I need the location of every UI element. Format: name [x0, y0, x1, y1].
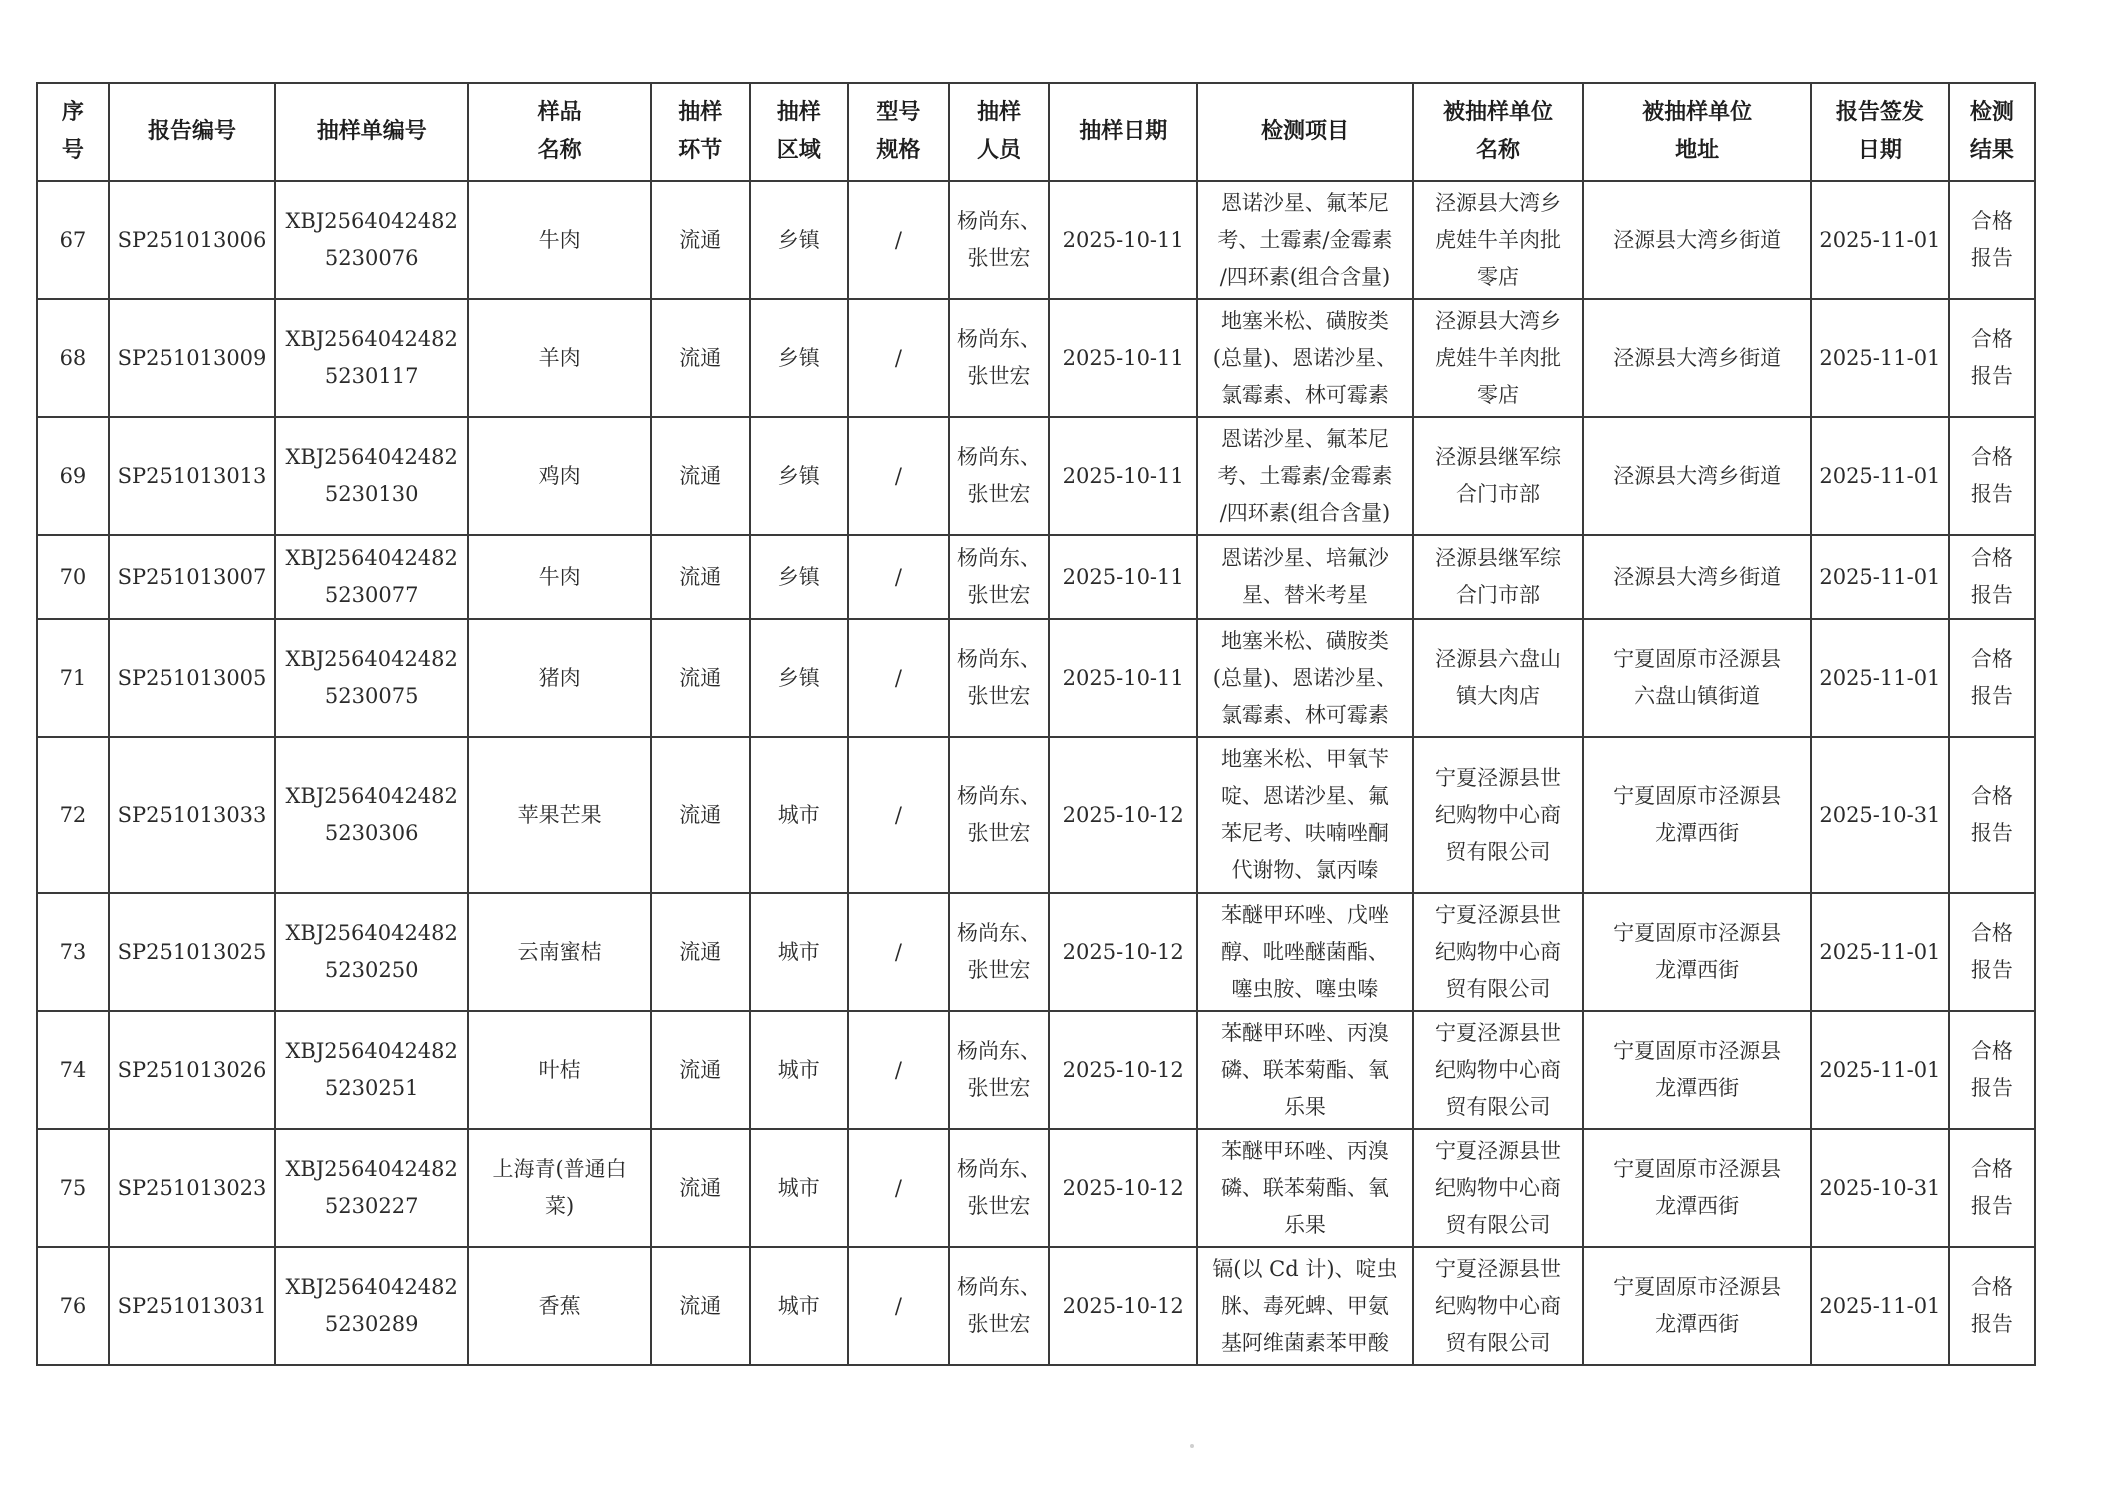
sampling-stage-cell: 流通 — [651, 619, 750, 737]
sample-form-no-cell: XBJ2564042482 5230075 — [275, 619, 468, 737]
sample-name-cell: 叶桔 — [468, 1011, 651, 1129]
sampling-report-table — [36, 82, 2036, 1366]
sample-name-cell: 上海青(普通白 菜) — [468, 1129, 651, 1247]
test-items-cell: 镉(以 Cd 计)、啶虫 脒、毒死蜱、甲氨 基阿维菌素苯甲酸 — [1197, 1247, 1413, 1365]
sampling-date-cell: 2025-10-11 — [1049, 417, 1197, 535]
report-issue-date-cell: 2025-11-01 — [1811, 619, 1949, 737]
index-cell: 70 — [37, 535, 109, 619]
index-cell: 73 — [37, 893, 109, 1011]
sample-form-no-cell: XBJ2564042482 5230289 — [275, 1247, 468, 1365]
header-index: 序 号 — [37, 83, 109, 181]
sampler-cell: 杨尚东、 张世宏 — [949, 299, 1050, 417]
sampled-unit-name-cell: 泾源县大湾乡 虎娃牛羊肉批 零店 — [1413, 299, 1583, 417]
sampled-unit-address-cell: 宁夏固原市泾源县 龙潭西街 — [1583, 893, 1811, 1011]
sampled-unit-address-cell: 宁夏固原市泾源县 龙潭西街 — [1583, 737, 1811, 893]
sampling-stage-cell: 流通 — [651, 1011, 750, 1129]
model-spec-cell: / — [848, 893, 949, 1011]
test-result-cell: 合格 报告 — [1949, 181, 2035, 299]
sampled-unit-address-cell: 泾源县大湾乡街道 — [1583, 299, 1811, 417]
header-sampled-unit-name: 被抽样单位 名称 — [1413, 83, 1583, 181]
sampler-cell: 杨尚东、 张世宏 — [949, 1129, 1050, 1247]
sample-form-no-cell: XBJ2564042482 5230076 — [275, 181, 468, 299]
sampling-area-cell: 城市 — [750, 1011, 849, 1129]
sampled-unit-name-cell: 宁夏泾源县世 纪购物中心商 贸有限公司 — [1413, 1129, 1583, 1247]
table-row — [37, 535, 2035, 619]
model-spec-cell: / — [848, 535, 949, 619]
header-sampling-date: 抽样日期 — [1049, 83, 1197, 181]
sample-name-cell: 苹果芒果 — [468, 737, 651, 893]
sampled-unit-address-cell: 泾源县大湾乡街道 — [1583, 181, 1811, 299]
test-items-cell: 恩诺沙星、氟苯尼 考、土霉素/金霉素 /四环素(组合含量) — [1197, 181, 1413, 299]
model-spec-cell: / — [848, 181, 949, 299]
sampling-date-cell: 2025-10-12 — [1049, 737, 1197, 893]
table-body — [37, 181, 2035, 1365]
test-items-cell: 地塞米松、磺胺类 (总量)、恩诺沙星、 氯霉素、林可霉素 — [1197, 619, 1413, 737]
sampler-cell: 杨尚东、 张世宏 — [949, 417, 1050, 535]
sample-form-no-cell: XBJ2564042482 5230227 — [275, 1129, 468, 1247]
sampled-unit-name-cell: 泾源县继军综 合门市部 — [1413, 535, 1583, 619]
header-sample-name: 样品 名称 — [468, 83, 651, 181]
sample-form-no-cell: XBJ2564042482 5230306 — [275, 737, 468, 893]
sampling-area-cell: 乡镇 — [750, 417, 849, 535]
sample-form-no-cell: XBJ2564042482 5230251 — [275, 1011, 468, 1129]
sampling-stage-cell: 流通 — [651, 893, 750, 1011]
sampling-area-cell: 城市 — [750, 893, 849, 1011]
index-cell: 76 — [37, 1247, 109, 1365]
sampling-area-cell: 乡镇 — [750, 535, 849, 619]
report-no-cell: SP251013009 — [109, 299, 275, 417]
report-no-cell: SP251013006 — [109, 181, 275, 299]
model-spec-cell: / — [848, 737, 949, 893]
test-items-cell: 恩诺沙星、培氟沙 星、替米考星 — [1197, 535, 1413, 619]
sampling-area-cell: 城市 — [750, 1247, 849, 1365]
model-spec-cell: / — [848, 417, 949, 535]
header-sampler: 抽样 人员 — [949, 83, 1050, 181]
test-items-cell: 苯醚甲环唑、戊唑 醇、吡唑醚菌酯、 噻虫胺、噻虫嗪 — [1197, 893, 1413, 1011]
sampling-date-cell: 2025-10-11 — [1049, 181, 1197, 299]
sampled-unit-name-cell: 泾源县六盘山 镇大肉店 — [1413, 619, 1583, 737]
table-row — [37, 893, 2035, 1011]
header-row — [37, 83, 2035, 181]
header-sampling-stage: 抽样 环节 — [651, 83, 750, 181]
header-report-issue-date: 报告签发 日期 — [1811, 83, 1949, 181]
report-issue-date-cell: 2025-11-01 — [1811, 893, 1949, 1011]
sampled-unit-name-cell: 宁夏泾源县世 纪购物中心商 贸有限公司 — [1413, 1247, 1583, 1365]
sample-form-no-cell: XBJ2564042482 5230077 — [275, 535, 468, 619]
header-sample-form-no: 抽样单编号 — [275, 83, 468, 181]
sampler-cell: 杨尚东、 张世宏 — [949, 619, 1050, 737]
table-row — [37, 1129, 2035, 1247]
sampled-unit-address-cell: 泾源县大湾乡街道 — [1583, 417, 1811, 535]
report-issue-date-cell: 2025-10-31 — [1811, 1129, 1949, 1247]
header-sampling-area: 抽样 区域 — [750, 83, 849, 181]
table-row — [37, 1011, 2035, 1129]
sample-form-no-cell: XBJ2564042482 5230130 — [275, 417, 468, 535]
sampling-stage-cell: 流通 — [651, 299, 750, 417]
table-row — [37, 619, 2035, 737]
sampling-date-cell: 2025-10-12 — [1049, 1011, 1197, 1129]
model-spec-cell: / — [848, 1247, 949, 1365]
sampled-unit-address-cell: 宁夏固原市泾源县 龙潭西街 — [1583, 1011, 1811, 1129]
sampling-stage-cell: 流通 — [651, 1129, 750, 1247]
report-issue-date-cell: 2025-11-01 — [1811, 181, 1949, 299]
report-no-cell: SP251013007 — [109, 535, 275, 619]
model-spec-cell: / — [848, 1011, 949, 1129]
sampled-unit-address-cell: 宁夏固原市泾源县 龙潭西街 — [1583, 1247, 1811, 1365]
test-result-cell: 合格 报告 — [1949, 619, 2035, 737]
sampling-date-cell: 2025-10-11 — [1049, 299, 1197, 417]
sampling-date-cell: 2025-10-11 — [1049, 535, 1197, 619]
test-items-cell: 恩诺沙星、氟苯尼 考、土霉素/金霉素 /四环素(组合含量) — [1197, 417, 1413, 535]
test-items-cell: 苯醚甲环唑、丙溴 磷、联苯菊酯、氧 乐果 — [1197, 1129, 1413, 1247]
report-no-cell: SP251013033 — [109, 737, 275, 893]
sampler-cell: 杨尚东、 张世宏 — [949, 893, 1050, 1011]
table-row — [37, 181, 2035, 299]
report-issue-date-cell: 2025-11-01 — [1811, 1247, 1949, 1365]
sample-name-cell: 牛肉 — [468, 181, 651, 299]
index-cell: 72 — [37, 737, 109, 893]
sampling-stage-cell: 流通 — [651, 417, 750, 535]
sampler-cell: 杨尚东、 张世宏 — [949, 1247, 1050, 1365]
sampled-unit-address-cell: 泾源县大湾乡街道 — [1583, 535, 1811, 619]
sampling-area-cell: 乡镇 — [750, 299, 849, 417]
sampling-area-cell: 城市 — [750, 737, 849, 893]
index-cell: 68 — [37, 299, 109, 417]
sampling-area-cell: 乡镇 — [750, 619, 849, 737]
sample-name-cell: 牛肉 — [468, 535, 651, 619]
sampling-stage-cell: 流通 — [651, 737, 750, 893]
sampled-unit-name-cell: 泾源县继军综 合门市部 — [1413, 417, 1583, 535]
report-no-cell: SP251013031 — [109, 1247, 275, 1365]
report-issue-date-cell: 2025-11-01 — [1811, 417, 1949, 535]
sampled-unit-name-cell: 宁夏泾源县世 纪购物中心商 贸有限公司 — [1413, 1011, 1583, 1129]
sampling-date-cell: 2025-10-12 — [1049, 1247, 1197, 1365]
report-no-cell: SP251013026 — [109, 1011, 275, 1129]
model-spec-cell: / — [848, 619, 949, 737]
sample-name-cell: 猪肉 — [468, 619, 651, 737]
report-no-cell: SP251013025 — [109, 893, 275, 1011]
header-sampled-unit-address: 被抽样单位 地址 — [1583, 83, 1811, 181]
sampling-date-cell: 2025-10-12 — [1049, 893, 1197, 1011]
test-result-cell: 合格 报告 — [1949, 1247, 2035, 1365]
header-test-result: 检测 结果 — [1949, 83, 2035, 181]
sampler-cell: 杨尚东、 张世宏 — [949, 1011, 1050, 1129]
report-issue-date-cell: 2025-10-31 — [1811, 737, 1949, 893]
sample-form-no-cell: XBJ2564042482 5230117 — [275, 299, 468, 417]
report-no-cell: SP251013005 — [109, 619, 275, 737]
sampled-unit-name-cell: 泾源县大湾乡 虎娃牛羊肉批 零店 — [1413, 181, 1583, 299]
report-issue-date-cell: 2025-11-01 — [1811, 535, 1949, 619]
sample-name-cell: 羊肉 — [468, 299, 651, 417]
test-result-cell: 合格 报告 — [1949, 535, 2035, 619]
report-no-cell: SP251013013 — [109, 417, 275, 535]
index-cell: 71 — [37, 619, 109, 737]
test-result-cell: 合格 报告 — [1949, 417, 2035, 535]
report-no-cell: SP251013023 — [109, 1129, 275, 1247]
sampling-date-cell: 2025-10-11 — [1049, 619, 1197, 737]
sample-form-no-cell: XBJ2564042482 5230250 — [275, 893, 468, 1011]
sampled-unit-name-cell: 宁夏泾源县世 纪购物中心商 贸有限公司 — [1413, 893, 1583, 1011]
model-spec-cell: / — [848, 1129, 949, 1247]
index-cell: 74 — [37, 1011, 109, 1129]
sampled-unit-name-cell: 宁夏泾源县世 纪购物中心商 贸有限公司 — [1413, 737, 1583, 893]
test-items-cell: 地塞米松、磺胺类 (总量)、恩诺沙星、 氯霉素、林可霉素 — [1197, 299, 1413, 417]
sampling-area-cell: 乡镇 — [750, 181, 849, 299]
table-header — [37, 83, 2035, 181]
header-model-spec: 型号 规格 — [848, 83, 949, 181]
sampling-stage-cell: 流通 — [651, 1247, 750, 1365]
test-result-cell: 合格 报告 — [1949, 893, 2035, 1011]
table-row — [37, 1247, 2035, 1365]
test-result-cell: 合格 报告 — [1949, 1011, 2035, 1129]
test-items-cell: 地塞米松、甲氧苄 啶、恩诺沙星、氟 苯尼考、呋喃唑酮 代谢物、氯丙嗪 — [1197, 737, 1413, 893]
report-issue-date-cell: 2025-11-01 — [1811, 1011, 1949, 1129]
index-cell: 67 — [37, 181, 109, 299]
test-result-cell: 合格 报告 — [1949, 299, 2035, 417]
sampling-stage-cell: 流通 — [651, 181, 750, 299]
index-cell: 75 — [37, 1129, 109, 1247]
sampler-cell: 杨尚东、 张世宏 — [949, 535, 1050, 619]
sample-name-cell: 香蕉 — [468, 1247, 651, 1365]
test-result-cell: 合格 报告 — [1949, 737, 2035, 893]
sample-name-cell: 云南蜜桔 — [468, 893, 651, 1011]
sampling-date-cell: 2025-10-12 — [1049, 1129, 1197, 1247]
table-row — [37, 417, 2035, 535]
model-spec-cell: / — [848, 299, 949, 417]
sampling-area-cell: 城市 — [750, 1129, 849, 1247]
header-report-no: 报告编号 — [109, 83, 275, 181]
table-row — [37, 737, 2035, 893]
test-result-cell: 合格 报告 — [1949, 1129, 2035, 1247]
sampled-unit-address-cell: 宁夏固原市泾源县 六盘山镇街道 — [1583, 619, 1811, 737]
sampler-cell: 杨尚东、 张世宏 — [949, 737, 1050, 893]
index-cell: 69 — [37, 417, 109, 535]
sample-name-cell: 鸡肉 — [468, 417, 651, 535]
sampled-unit-address-cell: 宁夏固原市泾源县 龙潭西街 — [1583, 1129, 1811, 1247]
test-items-cell: 苯醚甲环唑、丙溴 磷、联苯菊酯、氧 乐果 — [1197, 1011, 1413, 1129]
scan-dot — [1190, 1444, 1194, 1448]
header-test-items: 检测项目 — [1197, 83, 1413, 181]
table-row — [37, 299, 2035, 417]
sampler-cell: 杨尚东、 张世宏 — [949, 181, 1050, 299]
sampling-stage-cell: 流通 — [651, 535, 750, 619]
report-issue-date-cell: 2025-11-01 — [1811, 299, 1949, 417]
